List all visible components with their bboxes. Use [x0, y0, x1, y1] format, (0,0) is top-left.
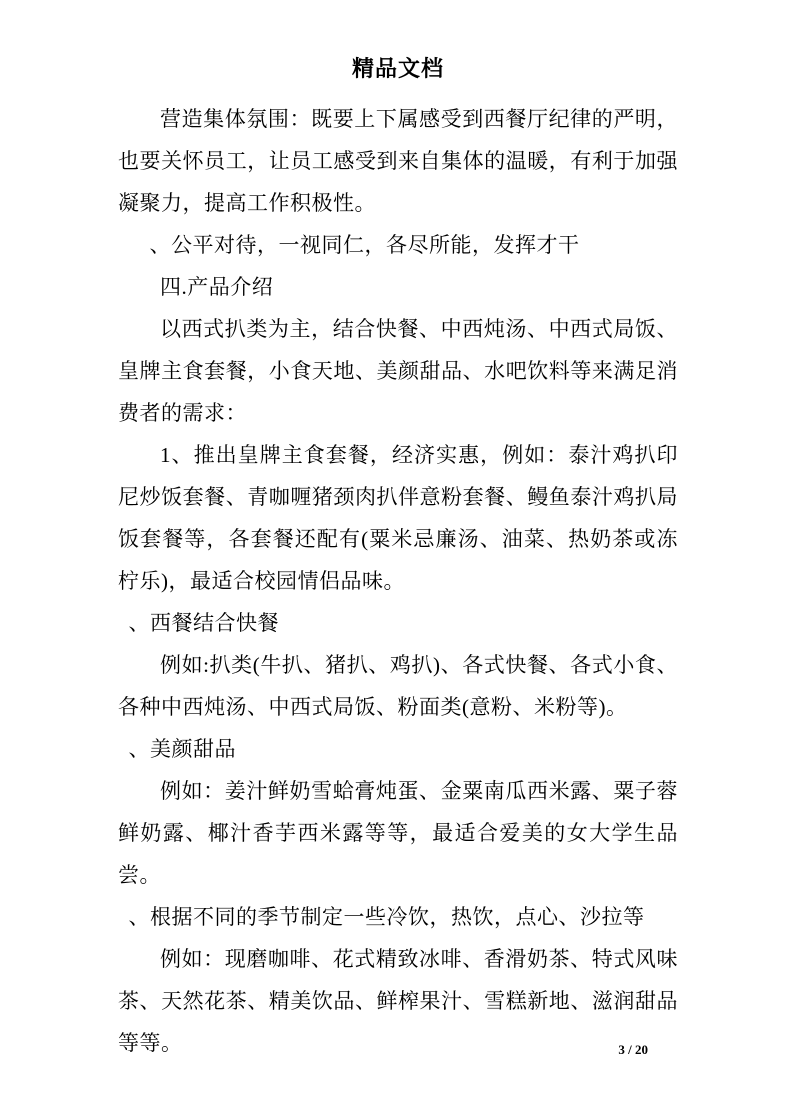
paragraph-seasonal-items: 、根据不同的季节制定一些冷饮，热饮，点心、沙拉等	[128, 905, 645, 929]
paragraph-beverage-examples: 例如：现磨咖啡、花式精致冰啡、香滑奶茶、特式风味茶、天然花茶、精美饮品、鲜榨果汁、雪糕新地、滋润甜品等等。	[118, 947, 678, 1055]
document-title: 精品文档	[351, 56, 444, 81]
paragraph-western-fastfood-heading: 、西餐结合快餐	[128, 611, 279, 635]
paragraph-western-fastfood-examples: 例如:扒类(牛扒、猪扒、鸡扒)、各式快餐、各式小食、各种中西炖汤、中西式局饭、粉面类(意粉、米粉等)。	[118, 653, 678, 719]
page-number: 3 / 20	[618, 1042, 648, 1057]
paragraph-beauty-dessert-examples: 例如：姜汁鲜奶雪蛤膏炖蛋、金粟南瓜西米露、粟子蓉鲜奶露、椰汁香芋西米露等等，最适合爱美的女大学生品尝。	[118, 779, 678, 887]
paragraph-signature-set-meals: 1、推出皇牌主食套餐，经济实惠，例如：泰汁鸡扒印尼炒饭套餐、青咖喱猪颈肉扒伴意粉套餐、鳗鱼泰汁鸡扒局饭套餐等，各套餐还配有(粟米忌廉汤、油菜、热奶茶或冻柠乐)，最适合校园情侣品味。	[118, 443, 678, 593]
heading-product-introduction: 四.产品介绍	[160, 275, 274, 299]
paragraph-beauty-dessert-heading: 、美颜甜品	[128, 737, 236, 761]
paragraph-product-overview: 以西式扒类为主，结合快餐、中西炖汤、中西式局饭、皇牌主食套餐，小食天地、美颜甜品、水吧饮料等来满足消费者的需求：	[118, 317, 678, 425]
document-body	[118, 48, 678, 1064]
paragraph-group-atmosphere: 营造集体氛围：既要上下属感受到西餐厅纪律的严明，也要关怀员工，让员工感受到来自集体的温暖，有利于加强凝聚力，提高工作积极性。	[118, 107, 678, 215]
paragraph-fair-treatment: 、公平对待，一视同仁，各尽所能，发挥才干	[149, 233, 580, 257]
